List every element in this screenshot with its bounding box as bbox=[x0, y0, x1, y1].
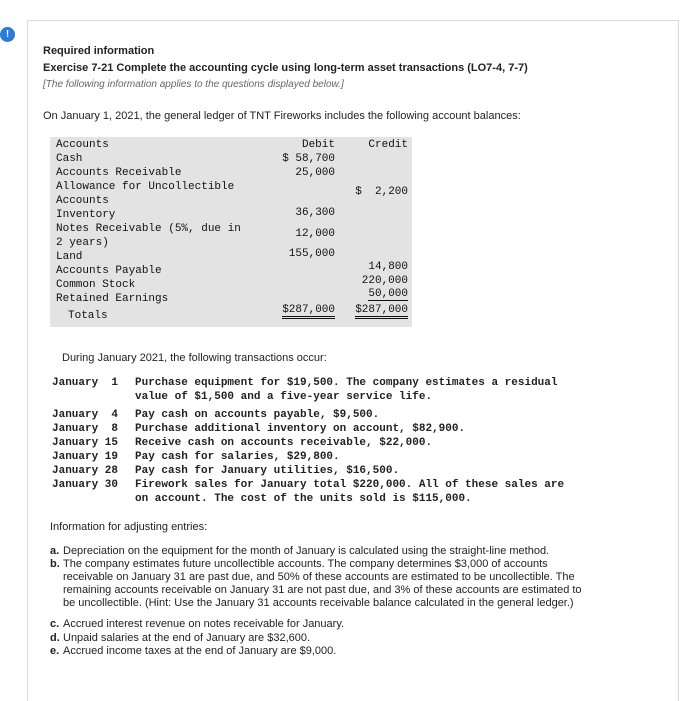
adjustment-item bbox=[50, 558, 582, 610]
table-row-account: Allowance for Uncollectible bbox=[56, 181, 235, 193]
header-credit: Credit bbox=[368, 139, 408, 151]
table-row-account: Common Stock bbox=[56, 279, 136, 291]
totals-debit: $287,000 bbox=[282, 304, 335, 319]
table-row-credit: 14,800 bbox=[368, 261, 408, 273]
transaction-text: Firework sales for January total $220,000. All of these sales are bbox=[135, 479, 565, 491]
transaction-text: Receive cash on accounts receivable, $22,000. bbox=[135, 437, 433, 449]
transaction-date: January 8 bbox=[52, 423, 119, 435]
header-debit: Debit bbox=[301, 139, 335, 151]
adjustment-text: Unpaid salaries at the end of January are $32,600. bbox=[63, 632, 311, 644]
transaction-text: Purchase equipment for $19,500. The company estimates a residual bbox=[135, 377, 558, 389]
adjustment-text: Depreciation on the equipment for the month of January is calculated using the straight-line method. bbox=[63, 545, 550, 557]
totals-label: Totals bbox=[68, 310, 108, 322]
table-row-credit: $ 2,200 bbox=[355, 186, 408, 198]
adjustment-item bbox=[50, 632, 310, 645]
transaction-text: value of $1,500 and a five-year service life. bbox=[135, 391, 433, 403]
table-row-account: Accounts Payable bbox=[56, 265, 162, 277]
table-row-account: Retained Earnings bbox=[56, 293, 169, 305]
alert-icon: ! bbox=[0, 27, 15, 42]
intro-text: On January 1, 2021, the general ledger of TNT Fireworks includes the following account balances: bbox=[43, 110, 521, 122]
table-row-account: Accounts bbox=[56, 195, 109, 207]
transaction-text: Purchase additional inventory on account, $82,900. bbox=[135, 423, 466, 435]
adjustment-letter: e. bbox=[50, 645, 60, 657]
adjustment-letter: a. bbox=[50, 545, 60, 557]
table-row-debit: 25,000 bbox=[295, 167, 335, 179]
transaction-text: Pay cash for January utilities, $16,500. bbox=[135, 465, 400, 477]
table-row-account: Notes Receivable (5%, due in bbox=[56, 223, 241, 235]
table-row-debit: 36,300 bbox=[295, 207, 335, 219]
table-row-credit: 50,000 bbox=[368, 288, 408, 300]
transaction-text: on account. The cost of the units sold is $115,000. bbox=[135, 493, 472, 505]
adjustment-letter: d. bbox=[50, 632, 60, 644]
adjustment-letter: c. bbox=[50, 618, 60, 630]
table-row-debit: 155,000 bbox=[288, 248, 335, 260]
table-row-debit: $ 58,700 bbox=[282, 153, 335, 165]
table-row-account: Inventory bbox=[56, 209, 116, 221]
totals-credit: $287,000 bbox=[355, 304, 408, 319]
table-row-account: Land bbox=[56, 251, 83, 263]
table-row-account: Accounts Receivable bbox=[56, 167, 182, 179]
adjustment-item bbox=[50, 645, 336, 658]
required-info-heading: Required information bbox=[43, 45, 155, 57]
transaction-date: January 30 bbox=[52, 479, 119, 491]
exercise-title: Exercise 7-21 Complete the accounting cycle using long-term asset transactions (LO7-4, 7-7) bbox=[43, 62, 528, 74]
adjustment-text: receivable on January 31 are past due, and 50% of these accounts are estimated to be uncollectible. The bbox=[63, 571, 575, 583]
transaction-date: January 4 bbox=[52, 409, 119, 421]
transaction-date: January 19 bbox=[52, 451, 119, 463]
adjustment-text: The company estimates future uncollectible accounts. The company determines $3,000 of accounts bbox=[63, 558, 548, 570]
table-row-credit: 220,000 bbox=[361, 275, 408, 287]
table-row-account: 2 years) bbox=[56, 237, 109, 249]
table-row-account: Cash bbox=[56, 153, 83, 165]
adjustment-item bbox=[50, 618, 344, 631]
adjusting-entries-heading: Information for adjusting entries: bbox=[50, 521, 208, 533]
adjustment-text: Accrued interest revenue on notes receivable for January. bbox=[63, 618, 345, 630]
account-balances-table bbox=[50, 137, 412, 327]
table-row-debit: 12,000 bbox=[295, 228, 335, 240]
adjustment-letter: b. bbox=[50, 558, 60, 570]
adjustment-text: be uncollectible. (Hint: Use the January 31 accounts receivable balance calculated in the general ledger.) bbox=[63, 597, 574, 609]
adjustment-text: Accrued income taxes at the end of January are $9,000. bbox=[63, 645, 337, 657]
adjustment-item bbox=[50, 545, 549, 558]
adjustment-text: remaining accounts receivable on January 31 are not past due, and 3% of these accounts are estimated to bbox=[63, 584, 582, 596]
transaction-text: Pay cash for salaries, $29,800. bbox=[135, 451, 340, 463]
transaction-date: January 28 bbox=[52, 465, 119, 477]
transaction-text: Pay cash on accounts payable, $9,500. bbox=[135, 409, 380, 421]
transaction-date: January 15 bbox=[52, 437, 119, 449]
transactions-intro: During January 2021, the following transactions occur: bbox=[62, 352, 327, 364]
header-accounts: Accounts bbox=[56, 139, 109, 151]
instruction-note: [The following information applies to the questions displayed below.] bbox=[43, 79, 344, 90]
transaction-date: January 1 bbox=[52, 377, 119, 389]
